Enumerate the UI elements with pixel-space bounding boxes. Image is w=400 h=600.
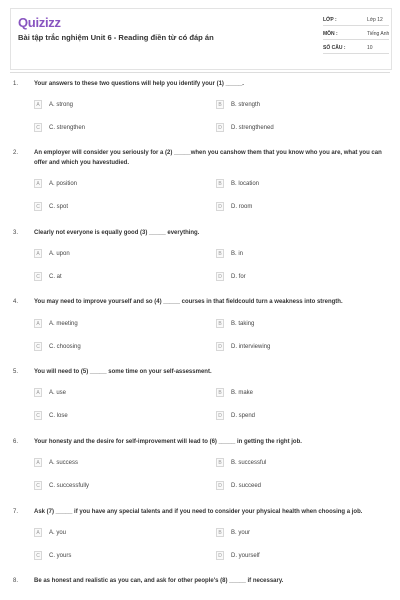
question-text: Clearly not everyone is equally good (3) _____ everything. bbox=[34, 230, 200, 236]
option-letter: B bbox=[216, 179, 224, 188]
question-text: Your answers to these two questions will help you identify your (1) _____. bbox=[34, 81, 244, 87]
option-text: D. spend bbox=[231, 412, 256, 419]
option-b[interactable] bbox=[216, 248, 243, 259]
option-letter: A bbox=[34, 249, 42, 258]
option-b[interactable] bbox=[216, 387, 253, 398]
worksheet-header bbox=[10, 8, 392, 70]
option-letter: D bbox=[216, 202, 224, 211]
option-text: D. strengthened bbox=[231, 124, 274, 131]
question-number: 3. bbox=[13, 230, 19, 236]
option-text: D. yourself bbox=[231, 552, 260, 559]
option-letter: A bbox=[34, 319, 42, 328]
option-c[interactable] bbox=[34, 271, 62, 282]
option-letter: A bbox=[34, 528, 42, 537]
option-c[interactable] bbox=[34, 341, 81, 352]
option-text: C. lose bbox=[49, 412, 68, 419]
question-number: 7. bbox=[13, 509, 19, 515]
option-b[interactable] bbox=[216, 178, 259, 189]
option-b[interactable] bbox=[216, 99, 260, 110]
option-c[interactable] bbox=[34, 410, 68, 421]
option-text: A. success bbox=[49, 459, 79, 466]
meta-divider bbox=[323, 53, 389, 54]
option-a[interactable] bbox=[34, 99, 73, 110]
option-letter: B bbox=[216, 388, 224, 397]
option-letter: C bbox=[34, 551, 42, 560]
option-d[interactable] bbox=[216, 550, 260, 561]
option-text: C. successfully bbox=[49, 482, 90, 489]
option-letter: D bbox=[216, 272, 224, 281]
meta-class-value: Lớp 12 bbox=[367, 17, 383, 23]
meta-count-label: SỐ CÂU : bbox=[323, 45, 346, 51]
question-number: 4. bbox=[13, 299, 19, 305]
option-text: A. meeting bbox=[49, 320, 78, 327]
option-a[interactable] bbox=[34, 457, 78, 468]
option-a[interactable] bbox=[34, 527, 66, 538]
option-text: C. spot bbox=[49, 203, 69, 210]
option-text: B. taking bbox=[231, 320, 255, 327]
option-text: A. use bbox=[49, 389, 67, 396]
option-letter: D bbox=[216, 342, 224, 351]
question-number: 8. bbox=[13, 578, 19, 584]
question-number: 2. bbox=[13, 150, 19, 156]
option-letter: C bbox=[34, 202, 42, 211]
option-text: C. yours bbox=[49, 552, 72, 559]
option-c[interactable] bbox=[34, 480, 89, 491]
option-b[interactable] bbox=[216, 457, 266, 468]
option-letter: B bbox=[216, 100, 224, 109]
option-text: D. for bbox=[231, 273, 246, 280]
option-d[interactable] bbox=[216, 201, 252, 212]
option-d[interactable] bbox=[216, 410, 255, 421]
option-a[interactable] bbox=[34, 248, 70, 259]
option-d[interactable] bbox=[216, 341, 270, 352]
option-letter: C bbox=[34, 411, 42, 420]
question-number: 5. bbox=[13, 369, 19, 375]
option-text: A. strong bbox=[49, 101, 74, 108]
option-text: A. you bbox=[49, 529, 67, 536]
option-letter: D bbox=[216, 411, 224, 420]
meta-divider bbox=[323, 39, 389, 40]
question-text: You may need to improve yourself and so (4) _____ courses in that fieldcould turn a weakness into strength. bbox=[34, 299, 343, 305]
option-text: A. position bbox=[49, 180, 78, 187]
option-a[interactable] bbox=[34, 318, 78, 329]
meta-count-value: 10 bbox=[367, 45, 373, 51]
option-text: B. successful bbox=[231, 459, 267, 466]
option-c[interactable] bbox=[34, 550, 71, 561]
option-b[interactable] bbox=[216, 527, 250, 538]
option-b[interactable] bbox=[216, 318, 254, 329]
worksheet-title: Bài tập trắc nghiệm Unit 6 - Reading điền từ có đáp án bbox=[18, 33, 214, 42]
option-text: D. succeed bbox=[231, 482, 262, 489]
question-text: Ask (7) _____ if you have any special talents and if you need to consider your physical health when choosing a job. bbox=[34, 509, 363, 515]
option-letter: D bbox=[216, 481, 224, 490]
option-c[interactable] bbox=[34, 122, 85, 133]
option-text: B. in bbox=[231, 250, 244, 257]
option-letter: B bbox=[216, 458, 224, 467]
option-text: D. room bbox=[231, 203, 253, 210]
meta-class-label: LỚP : bbox=[323, 17, 337, 23]
option-letter: C bbox=[34, 481, 42, 490]
option-text: B. strength bbox=[231, 101, 261, 108]
option-letter: A bbox=[34, 388, 42, 397]
option-letter: B bbox=[216, 528, 224, 537]
quizizz-logo: Quizizz bbox=[18, 15, 61, 30]
option-text: C. choosing bbox=[49, 343, 81, 350]
meta-divider bbox=[323, 25, 389, 26]
option-letter: D bbox=[216, 551, 224, 560]
option-a[interactable] bbox=[34, 178, 77, 189]
option-text: B. location bbox=[231, 180, 260, 187]
option-letter: A bbox=[34, 179, 42, 188]
option-letter: A bbox=[34, 458, 42, 467]
option-c[interactable] bbox=[34, 201, 68, 212]
meta-subject-label: MÔN : bbox=[323, 31, 338, 37]
option-letter: B bbox=[216, 319, 224, 328]
option-letter: A bbox=[34, 100, 42, 109]
option-letter: C bbox=[34, 272, 42, 281]
option-letter: B bbox=[216, 249, 224, 258]
option-letter: C bbox=[34, 342, 42, 351]
header-divider bbox=[10, 72, 390, 73]
option-text: B. make bbox=[231, 389, 254, 396]
question-number: 1. bbox=[13, 81, 19, 87]
option-letter: D bbox=[216, 123, 224, 132]
option-text: C. strengthen bbox=[49, 124, 86, 131]
option-a[interactable] bbox=[34, 387, 66, 398]
question-text: Your honesty and the desire for self-improvement will lead to (6) _____ in getting the right job. bbox=[34, 439, 302, 445]
question-text: Be as honest and realistic as you can, and ask for other people's (8) _____ if necessary. bbox=[34, 578, 284, 584]
option-d[interactable] bbox=[216, 271, 246, 282]
option-text: B. your bbox=[231, 529, 251, 536]
option-text: D. interviewing bbox=[231, 343, 271, 350]
question-text: You will need to (5) _____ some time on your self-assessment. bbox=[34, 369, 212, 375]
question-text: An employer will consider you seriously for a (2) _____when you canshow them that you know who you are, what you can offer and which you havestudied. bbox=[34, 150, 382, 166]
option-letter: C bbox=[34, 123, 42, 132]
option-text: C. at bbox=[49, 273, 62, 280]
option-text: A. upon bbox=[49, 250, 70, 257]
meta-subject-value: Tiếng Anh bbox=[367, 31, 390, 37]
option-d[interactable] bbox=[216, 480, 261, 491]
option-d[interactable] bbox=[216, 122, 274, 133]
question-number: 6. bbox=[13, 439, 19, 445]
